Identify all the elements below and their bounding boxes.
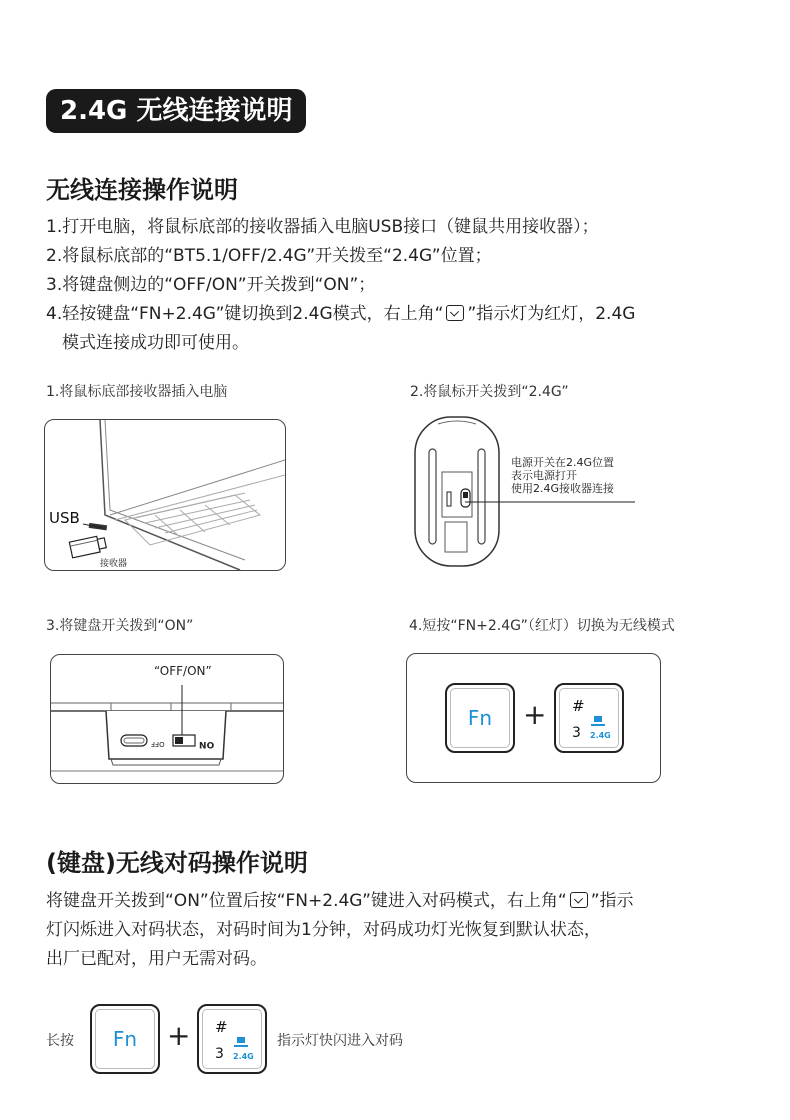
fig3-keyboard-illustration xyxy=(50,654,284,784)
fn-key-label: Fn xyxy=(467,706,493,730)
g24-label: 2.4G xyxy=(233,1052,254,1061)
bottom-hint: 指示灯快闪进入对码 xyxy=(277,1033,403,1049)
long-press-label: 长按 xyxy=(46,1033,74,1049)
section1-line-1: 1.打开电脑，将鼠标底部的接收器插入电脑USB接口（键鼠共用接收器）； xyxy=(46,217,599,237)
section2-line-2: 灯闪烁进入对码状态，对码时间为1分钟，对码成功灯光恢复到默认状态， xyxy=(46,920,601,940)
g24-key xyxy=(554,683,624,753)
pairing-indicator-icon xyxy=(570,892,588,908)
section1-line-2: 2.将鼠标底部的“BT5.1/OFF/2.4G”开关拨至“2.4G”位置； xyxy=(46,246,492,266)
g24-label: 2.4G xyxy=(590,731,611,740)
g24-key-bottom xyxy=(197,1004,267,1074)
wireless-icon xyxy=(234,1037,248,1048)
section1-line-5: 模式连接成功即可使用。 xyxy=(62,333,249,353)
fn-key-label: Fn xyxy=(112,1027,138,1051)
section-badge: 2.4G 无线连接说明 xyxy=(46,89,306,133)
section1-line-3: 3.将键盘侧边的“OFF/ON”开关拨到“ON”； xyxy=(46,275,376,295)
three-label: 3 xyxy=(215,1046,224,1062)
section1-line-4: 4.轻按键盘“FN+2.4G”键切换到2.4G模式，右上角“ ”指示灯为红灯，2.4G xyxy=(46,304,636,324)
three-label: 3 xyxy=(572,725,581,741)
fig2-note-3: 使用2.4G接收器连接 xyxy=(511,482,615,495)
fn-key-bottom xyxy=(90,1004,160,1074)
off-label: OFF xyxy=(151,740,165,748)
hash-label: # xyxy=(572,697,585,715)
switch-label: “OFF/ON” xyxy=(154,664,212,678)
fig2-caption: 2.将鼠标开关拨到“2.4G” xyxy=(410,384,569,400)
plus-sign-bottom: + xyxy=(167,1019,191,1052)
fn-key xyxy=(445,683,515,753)
wireless-icon xyxy=(591,716,605,727)
usb-label: USB xyxy=(49,509,80,527)
on-label: ON xyxy=(199,739,215,749)
section1-title: 无线连接操作说明 xyxy=(46,176,238,204)
fig2-leader-line xyxy=(465,496,635,506)
fig2-note-1: 电源开关在2.4G位置 xyxy=(511,456,615,469)
fig4-keys-illustration xyxy=(406,653,661,783)
plus-sign: + xyxy=(523,698,547,731)
hash-label: # xyxy=(215,1018,228,1036)
pairing-indicator-icon xyxy=(446,305,464,321)
section2-title: (键盘)无线对码操作说明 xyxy=(46,849,308,877)
fig3-caption: 3.将键盘开关拨到“ON” xyxy=(46,618,194,634)
fig4-caption: 4.短按“FN+2.4G”（红灯）切换为无线模式 xyxy=(409,618,675,634)
section2-line-1: 将键盘开关拨到“ON”位置后按“FN+2.4G”键进入对码模式，右上角“ ”指示 xyxy=(46,891,634,911)
receiver-label: 接收器 xyxy=(100,559,128,569)
fig2-mouse-illustration xyxy=(412,414,502,569)
fig1-caption: 1.将鼠标底部接收器插入电脑 xyxy=(46,384,228,400)
section2-line-3: 出厂已配对，用户无需对码。 xyxy=(46,949,267,969)
fig2-note-2: 表示电源打开 xyxy=(511,469,577,482)
fig1-laptop-illustration xyxy=(44,419,286,571)
